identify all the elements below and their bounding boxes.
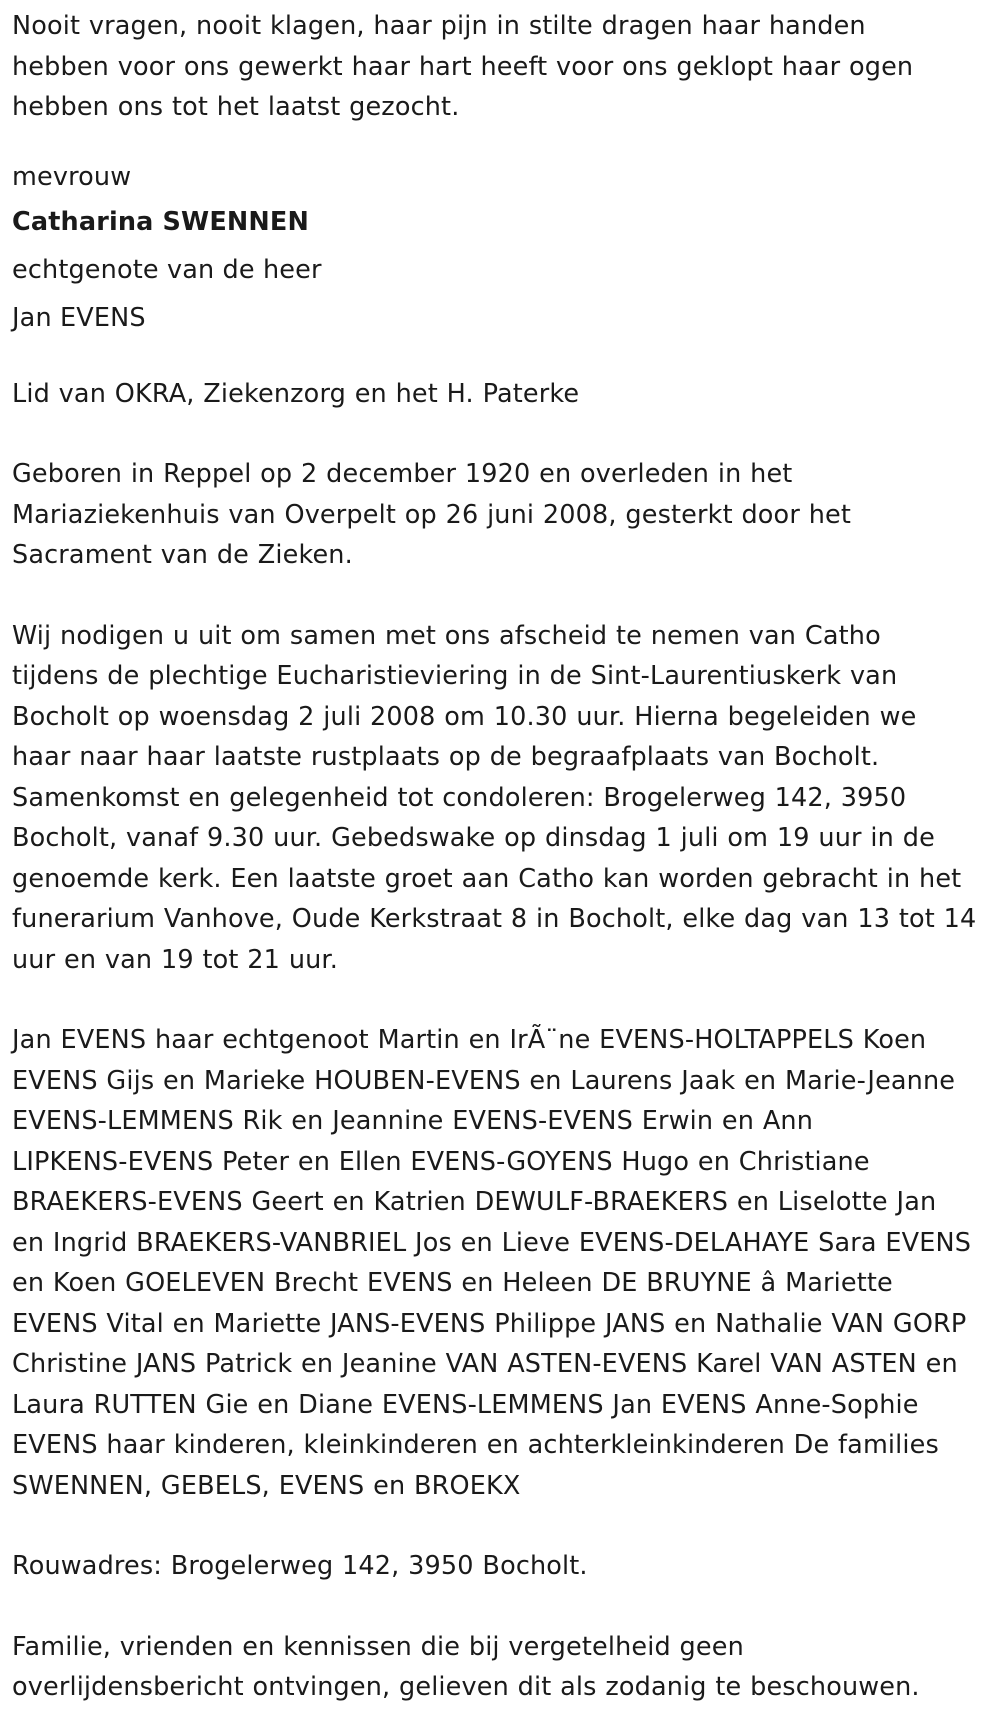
closing-note: Familie, vrienden en kennissen die bij vergetelheid geen overlijdensbericht ontvingen, gelieven dit als zodanig te beschouwen. [12,1631,920,1702]
funeral-details: Wij nodigen u uit om samen met ons afscheid te nemen van Catho tijdens de plechtige Eucharistieviering in de Sint-Laurentiuskerk van Bocholt op woensdag 2 juli 2008 om 10.30 uur. Hierna begeleiden we haar naar haar laatste rustplaats op de begraafplaats van Bocholt. Samenkomst en gelegenheid tot condoleren: Brogelerweg 142, 3950 Bocholt, vanaf 9.30 uur. Gebedswake op dinsdag 1 juli om 19 uur in de genoemde kerk. Een laatste groet aan Catho kan worden gebracht in het funerarium Vanhove, Oude Kerkstraat 8 in Bocholt, elke dag van 13 tot 14 uur en van 19 tot 21 uur. [12,620,977,975]
deceased-name: Catharina SWENNEN [12,206,309,237]
membership-text: Lid van OKRA, Ziekenzorg en het H. Paterke [12,378,580,409]
deceased-relation: echtgenote van de heer [12,254,322,285]
birth-death-text: Geboren in Reppel op 2 december 1920 en overleden in het Mariaziekenhuis van Overpelt op 26 juni 2008, gesterkt door het Sacrament van de Zieken. [12,459,852,570]
deceased-block [12,156,988,342]
deceased-title: mevrouw [12,161,132,192]
spouse-name: Jan EVENS [12,302,146,333]
intro-verse: Nooit vragen, nooit klagen, haar pijn in stilte dragen haar handen hebben voor ons gewerkt haar hart heeft voor ons geklopt haar ogen hebben ons tot het laatst gezocht. [12,11,914,122]
mourning-address: Rouwadres: Brogelerweg 142, 3950 Bocholt. [12,1551,588,1581]
family-list: Jan EVENS haar echtgenoot Martin en IrÃ¨ne EVENS-HOLTAPPELS Koen EVENS Gijs en Marieke HOUBEN-EVENS en Laurens Jaak en Marie-Jeanne EVENS-LEMMENS Rik en Jeannine EVENS-EVENS Erwin en Ann LIPKENS-EVENS Peter en Ellen EVENS-GOYENS Hugo en Christiane BRAEKERS-EVENS Geert en Katrien DEWULF-BRAEKERS en Liselotte Jan en Ingrid BRAEKERS-VANBRIEL Jos en Lieve EVENS-DELAHAYE Sara EVENS en Koen GOELEVEN Brecht EVENS en Heleen DE BRUYNE â Mariette EVENS Vital en Mariette JANS-EVENS Philippe JANS en Nathalie VAN GORP Christine JANS Patrick en Jeanine VAN ASTEN-EVENS Karel VAN ASTEN en Laura RUTTEN Gie en Diane EVENS-LEMMENS Jan EVENS Anne-Sophie EVENS haar kinderen, kleinkinderen en achterkleinkinderen De families SWENNEN, GEBELS, EVENS en BROEKX [12,1025,972,1501]
